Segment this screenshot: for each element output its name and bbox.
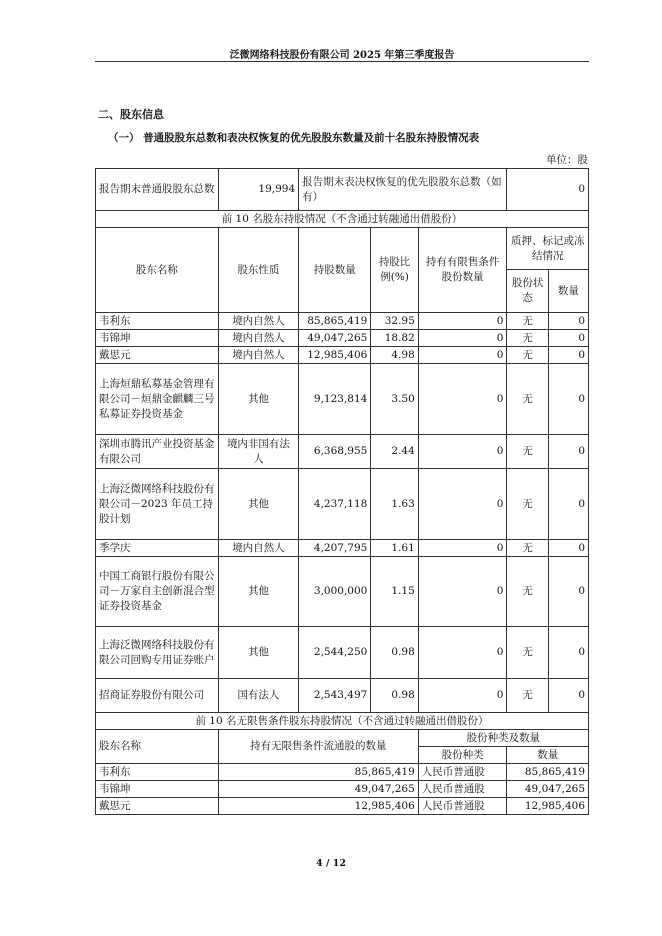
holder-ratio: 0.98	[371, 679, 418, 713]
unrestricted-holder-count: 49,047,265	[218, 781, 418, 798]
holder-shares: 9,123,814	[299, 364, 371, 435]
unrestricted-holder-name: 戴思元	[96, 798, 219, 815]
holder-ratio: 4.98	[371, 347, 418, 364]
table-row	[96, 364, 589, 435]
holder-restricted: 0	[418, 469, 507, 540]
holder-pledge-status: 无	[507, 313, 548, 330]
unit-label: 单位：股	[546, 154, 588, 166]
holder-pledge-qty: 0	[548, 330, 588, 347]
preferred-holders-value: 0	[507, 169, 589, 211]
unrestricted-header-type-group: 股份种类及数量	[418, 730, 588, 747]
holder-pledge-qty: 0	[548, 679, 588, 713]
holder-nature: 国有法人	[218, 679, 298, 713]
holder-name: 上海泛微网络科技股份有限公司回购专用证券账户	[96, 627, 219, 679]
holder-pledge-qty: 0	[548, 540, 588, 557]
holder-shares: 6,368,955	[299, 435, 371, 469]
holder-restricted: 0	[418, 540, 507, 557]
table-row	[96, 330, 589, 347]
table-row	[96, 764, 589, 781]
unrestricted-caption-row	[96, 713, 589, 730]
holder-pledge-status: 无	[507, 540, 548, 557]
page-number: 4 / 12	[316, 858, 346, 869]
table-row	[96, 627, 589, 679]
holder-nature: 境内自然人	[218, 330, 298, 347]
holder-pledge-qty: 0	[548, 347, 588, 364]
unrestricted-header-qty: 数量	[507, 747, 589, 764]
holder-pledge-status: 无	[507, 679, 548, 713]
unrestricted-share-qty: 12,985,406	[507, 798, 589, 815]
preferred-holders-label: 报告期末表决权恢复的优先股股东总数（如有）	[299, 169, 507, 211]
col-header-name: 股东名称	[96, 228, 219, 313]
unrestricted-share-qty: 49,047,265	[507, 781, 589, 798]
holder-pledge-status: 无	[507, 435, 548, 469]
top10-table-body	[96, 169, 589, 713]
unrestricted-table-body	[96, 713, 589, 815]
table-row	[96, 313, 589, 330]
holder-pledge-status: 无	[507, 469, 548, 540]
table-row	[96, 347, 589, 364]
holder-shares: 49,047,265	[299, 330, 371, 347]
table-row	[96, 540, 589, 557]
holder-ratio: 32.95	[371, 313, 418, 330]
table-row	[96, 435, 589, 469]
holder-pledge-status: 无	[507, 330, 548, 347]
holder-shares: 2,544,250	[299, 627, 371, 679]
holder-name: 季学庆	[96, 540, 219, 557]
summary-row	[96, 169, 589, 211]
holder-pledge-qty: 0	[548, 557, 588, 627]
unrestricted-holder-count: 12,985,406	[218, 798, 418, 815]
unrestricted-holder-name: 韦利东	[96, 764, 219, 781]
header-divider	[95, 61, 589, 62]
top10-caption: 前 10 名股东持股情况（不含通过转融通出借股份）	[96, 211, 589, 228]
holder-pledge-qty: 0	[548, 627, 588, 679]
holder-name: 韦利东	[96, 313, 219, 330]
holder-shares: 12,985,406	[299, 347, 371, 364]
holder-restricted: 0	[418, 557, 507, 627]
holder-name: 戴思元	[96, 347, 219, 364]
col-header-pledge: 质押、标记或冻结情况	[507, 228, 589, 270]
holder-shares: 3,000,000	[299, 557, 371, 627]
unrestricted-share-type: 人民币普通股	[418, 781, 507, 798]
unrestricted-share-type: 人民币普通股	[418, 764, 507, 781]
unrestricted-header-count: 持有无限售条件流通股的数量	[218, 730, 418, 764]
holder-pledge-status: 无	[507, 347, 548, 364]
common-holders-value: 19,994	[218, 169, 298, 211]
holder-ratio: 18.82	[371, 330, 418, 347]
unrestricted-caption: 前 10 名无限售条件股东持股情况（不含通过转融通出借股份）	[96, 713, 589, 730]
holder-restricted: 0	[418, 435, 507, 469]
holder-pledge-status: 无	[507, 364, 548, 435]
unrestricted-share-qty: 85,865,419	[507, 764, 589, 781]
table-row	[96, 469, 589, 540]
holder-nature: 其他	[218, 557, 298, 627]
holder-name: 上海泛微网络科技股份有限公司－2023 年员工持股计划	[96, 469, 219, 540]
holder-pledge-status: 无	[507, 627, 548, 679]
holder-name: 招商证券股份有限公司	[96, 679, 219, 713]
holder-pledge-qty: 0	[548, 364, 588, 435]
holder-nature: 其他	[218, 469, 298, 540]
col-header-pledge-status: 股份状态	[507, 270, 548, 313]
holder-pledge-qty: 0	[548, 469, 588, 540]
col-header-restricted: 持有有限售条件股份数量	[418, 228, 507, 313]
holder-shares: 4,237,118	[299, 469, 371, 540]
table-row	[96, 798, 589, 815]
section-title: 二、股东信息	[98, 108, 164, 121]
holder-nature: 境内自然人	[218, 347, 298, 364]
holder-pledge-qty: 0	[548, 313, 588, 330]
holder-nature: 其他	[218, 364, 298, 435]
col-header-ratio: 持股比例(%)	[371, 228, 418, 313]
top10-header-row	[96, 228, 589, 270]
holder-shares: 2,543,497	[299, 679, 371, 713]
holder-pledge-qty: 0	[548, 435, 588, 469]
holder-name: 韦锦坤	[96, 330, 219, 347]
holder-restricted: 0	[418, 347, 507, 364]
table-row	[96, 557, 589, 627]
holder-nature: 境内自然人	[218, 540, 298, 557]
holder-ratio: 1.15	[371, 557, 418, 627]
unrestricted-header-name: 股东名称	[96, 730, 219, 764]
col-header-shares: 持股数量	[299, 228, 371, 313]
common-holders-label: 报告期末普通股股东总数	[96, 169, 219, 211]
unrestricted-holder-count: 85,865,419	[218, 764, 418, 781]
holder-nature: 其他	[218, 627, 298, 679]
holder-restricted: 0	[418, 627, 507, 679]
unrestricted-header-row	[96, 730, 589, 747]
holder-nature: 境内自然人	[218, 313, 298, 330]
shareholder-table	[95, 168, 589, 815]
holder-name: 深圳市腾讯产业投资基金有限公司	[96, 435, 219, 469]
unrestricted-header-type: 股份种类	[418, 747, 507, 764]
holder-restricted: 0	[418, 313, 507, 330]
holder-restricted: 0	[418, 364, 507, 435]
holder-restricted: 0	[418, 330, 507, 347]
table-row	[96, 781, 589, 798]
col-header-nature: 股东性质	[218, 228, 298, 313]
top10-caption-row	[96, 211, 589, 228]
holder-ratio: 1.61	[371, 540, 418, 557]
holder-restricted: 0	[418, 679, 507, 713]
holder-ratio: 0.98	[371, 627, 418, 679]
holder-shares: 4,207,795	[299, 540, 371, 557]
holder-pledge-status: 无	[507, 557, 548, 627]
unrestricted-holder-name: 韦锦坤	[96, 781, 219, 798]
report-header: 泛微网络科技股份有限公司 2025 年第三季度报告	[229, 50, 455, 61]
holder-ratio: 3.50	[371, 364, 418, 435]
subsection-title: （一） 普通股股东总数和表决权恢复的优先股股东数量及前十名股东持股情况表	[108, 132, 480, 144]
unrestricted-share-type: 人民币普通股	[418, 798, 507, 815]
col-header-pledge-qty: 数量	[548, 270, 588, 313]
holder-ratio: 1.63	[371, 469, 418, 540]
table-row	[96, 679, 589, 713]
holder-nature: 境内非国有法人	[218, 435, 298, 469]
holder-shares: 85,865,419	[299, 313, 371, 330]
holder-name: 上海烜鼎私募基金管理有限公司－烜鼎金麒麟三号私募证券投资基金	[96, 364, 219, 435]
holder-ratio: 2.44	[371, 435, 418, 469]
holder-name: 中国工商银行股份有限公司－万家自主创新混合型证券投资基金	[96, 557, 219, 627]
